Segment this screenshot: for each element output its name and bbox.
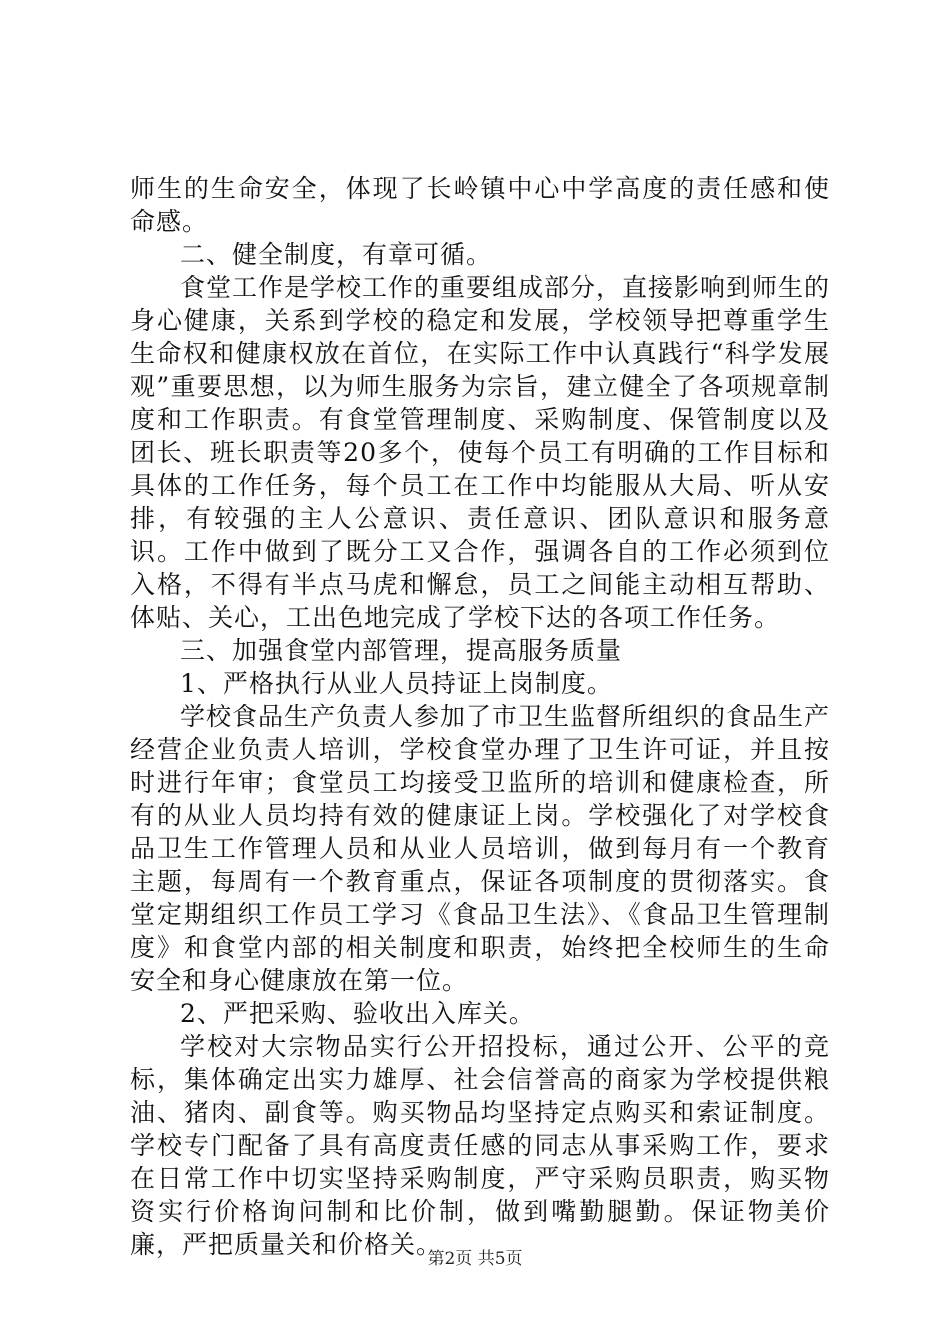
subsection-heading: 2、严把采购、验收出入库关。 [180, 999, 535, 1028]
section-heading: 二、健全制度，有章可循。 [180, 240, 493, 269]
page-number: 第2页 共5页 [427, 1249, 523, 1269]
document-body [130, 172, 830, 1261]
subsection-heading: 1、严格执行从业人员持证上岗制度。 [180, 669, 613, 698]
paragraph: 食堂工作是学校工作的重要组成部分，直接影响到师生的身心健康，关系到学校的稳定和发展，学校领导把尊重学生生命权和健康权放在首位，在实际工作中认真践行“科学发展观”重要思想，以为师生服务为宗旨，建立健全了各项规章制度和工作职责。有食堂管理制度、采购制度、保管制度以及团长、班长职责等20多个，使每个员工有明确的工作目标和具体的工作任务，每个员工在工作中均能服从大局、听从安排，有较强的主人公意识、责任意识、团队意识和服务意识。工作中做到了既分工又合作，强调各自的工作必须到位入格，不得有半点马虎和懈怠，员工之间能主动相互帮助、体贴、关心，工出色地完成了学校下达的各项工作任务。 [130, 273, 831, 632]
paragraph: 学校食品生产负责人参加了市卫生监督所组织的食品生产经营企业负责人培训，学校食堂办理了卫生许可证，并且按时进行年审；食堂员工均接受卫监所的培训和健康检查，所有的从业人员均持有效的健康证上岗。学校强化了对学校食品卫生工作管理人员和从业人员培训，做到每月有一个教育主题，每周有一个教育重点，保证各项制度的贯彻落实。食堂定期组织工作员工学习《食品卫生法》、《食品卫生管理制度》和食堂内部的相关制度和职责，始终把全校师生的生命安全和身心健康放在第一位。 [130, 702, 831, 995]
paragraph: 学校对大宗物品实行公开招投标，通过公开、公平的竞标，集体确定出实力雄厚、社会信誉高的商家为学校提供粮油、猪肉、副食等。购买物品均坚持定点购买和索证制度。学校专门配备了具有高度责任感的同志从事采购工作，要求在日常工作中切实坚持采购制度，严守采购员职责，购买物资实行价格询问制和比价制，做到嘴勤腿勤。保证物美价廉，严把质量关和价格关。 [130, 1032, 830, 1259]
paragraph: 师生的生命安全，体现了长岭镇中心中学高度的责任感和使命感。 [130, 174, 830, 236]
section-heading: 三、加强食堂内部管理，提高服务质量 [180, 636, 623, 665]
